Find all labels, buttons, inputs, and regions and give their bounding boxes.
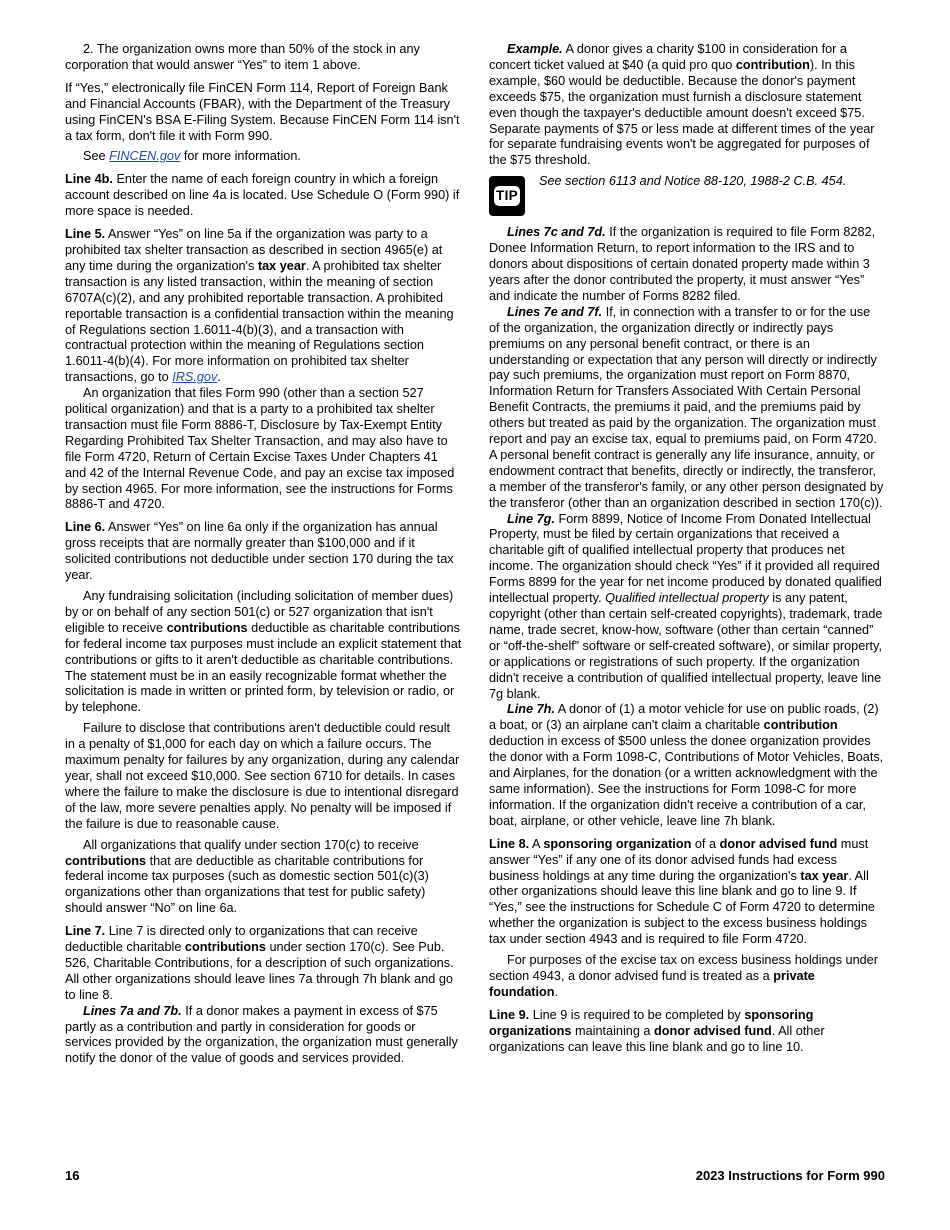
line-8-paragraph-2 <box>489 953 884 1001</box>
example-heading: Example. <box>507 42 563 56</box>
line-4b-paragraph <box>65 172 462 220</box>
line-4b-text: Enter the name of each foreign country in which a foreign account described on line 4a is located. Use Schedule O (Form 990) if more space is needed. <box>65 172 460 219</box>
line-8-paragraph <box>489 837 884 948</box>
private-foundation-term[interactable]: private foundation <box>489 968 815 999</box>
lines-7e-7f-heading: Lines 7e and 7f. <box>507 304 603 319</box>
fincen-see-tail: for more information. <box>180 149 301 164</box>
example-text-a: A donor gives a charity $100 in consideration for a concert ticket valued at $40 (a quid pro quo <box>489 42 847 72</box>
line-7h-text-c: deduction in excess of $500 unless the donee organization provides the donor with a Form 1098-C, Contributions of Motor Vehicles, Boats, and Airplanes, for the donation (or a written acknowledgment with the same information). See the instructions for Form 1098-C for more information. If the organization didn't receive a contribution of a car, boat, airplane, or other vehicle, leave line 7h blank. <box>489 734 884 828</box>
line-8-heading: Line 8. <box>489 836 530 851</box>
fincen-see-paragraph <box>65 149 462 165</box>
footer-document-title: 2023 Instructions for Form 990 <box>695 1168 885 1183</box>
line-7-paragraph <box>65 924 462 1004</box>
donor-advised-fund-term[interactable]: donor advised fund <box>719 836 838 851</box>
contribution-term[interactable]: contribution <box>763 718 838 733</box>
line-6-paragraph-3: Failure to disclose that contributions aren't deductible could result in a penalty of $1,000 for each day on which a failure occurs. The maximum penalty for failures by any organization, during any calendar year, shall not exceed $10,000. See section 6710 for details. In cases where the failure to make the disclosure is due to intentional disregard of the law, more severe penalties apply. No penalty will be imposed if the failure is due to reasonable cause. <box>65 721 460 831</box>
line-8-text-a: A <box>529 836 544 851</box>
tax-year-term[interactable]: tax year <box>257 258 306 273</box>
irs-gov-link[interactable]: IRS.gov <box>172 370 218 385</box>
page-number: 16 <box>65 1168 80 1183</box>
example-text-c: ). In this example, $60 would be deductible. Because the donor's payment exceeds $75, the organization must furnish a disclosure statement even though the taxpayer's deductible amount doesn't exceed $75. Separate payments of $75 or less made at different times of the year for separate fundraising events won't be aggregated for purposes of the $75 threshold. <box>489 57 875 168</box>
lines-7c-7d-heading: Lines 7c and 7d. <box>507 225 606 240</box>
lines-7a-7b-heading: Lines 7a and 7b. <box>83 1003 182 1018</box>
line-6-text: Answer “Yes” on line 6a only if the organization has annual gross receipts that are normally greater than $100,000 and if it solicited contributions not deductible under section 170 during the tax year. <box>65 520 454 583</box>
line-9-text-c: maintaining a <box>571 1023 655 1038</box>
line-7-text-c: under section 170(c). See Pub. 526, Charitable Contributions, for a description of such organizations. All other organizations should leave lines 7a through 7h blank and go to line 8. <box>65 940 454 1002</box>
line-6-heading: Line 6. <box>65 520 106 535</box>
left-column <box>65 42 462 1067</box>
lines-7a-7b-text: If a donor makes a payment in excess of $75 partly as a contribution and partly in consideration for goods or services provided by the organization, the organization must generally notify the donor of the value of goods and services provided. <box>65 1003 458 1066</box>
line-9-text-a: Line 9 is required to be completed by <box>529 1007 745 1022</box>
contribution-term[interactable]: contribution <box>735 57 810 72</box>
fincen-link[interactable]: FINCEN.gov <box>109 149 181 164</box>
tip-label: TIP <box>494 186 520 206</box>
line-5-text-a: Answer “Yes” on line 5a if the organization was party to a prohibited tax shelter transaction as described in section 4965(e) at any time during the organization's <box>65 227 443 273</box>
line-9-text-e: . All other organizations can leave this line blank and go to line 10. <box>489 1023 825 1054</box>
line-8-p2-text-c: . <box>554 984 559 999</box>
line-6-paragraph-2 <box>65 589 462 716</box>
example-paragraph <box>489 42 884 169</box>
line-6-p2-text-c: deductible as charitable contributions for federal income tax purposes must include an explicit statement that contributions or gifts to it aren't deductible as charitable contributions. The statement must be in an easily recognizable format whether the solicitation is made in written or printed form, by television or radio, or by telephone. <box>65 620 462 715</box>
line-8-text-g: . All other organizations should leave this line blank and go to line 9. If “Yes,” see the instructions for Schedule C of Form 4720 to determine whether the organization is subject to the excess business holdings tax under section 4943 and is required to file Form 4720. <box>489 868 875 947</box>
lines-7c-7d-paragraph <box>489 225 884 305</box>
lines-7a-7b-paragraph <box>65 1004 462 1068</box>
line-6-paragraph-4 <box>65 838 462 918</box>
line-7g-paragraph <box>489 512 884 703</box>
item-2-paragraph: 2. The organization owns more than 50% of the stock in any corporation that would answer “Yes” to item 1 above. <box>65 42 420 72</box>
line-6-p4-text-a: All organizations that qualify under section 170(c) to receive <box>83 837 419 852</box>
line-7-text-a: Line 7 is directed only to organizations that can receive deductible charitable <box>65 924 418 955</box>
sponsoring-organization-term[interactable]: sponsoring organization <box>543 836 692 851</box>
line-7g-text-a: Form 8899, Notice of Income From Donated Intellectual Property, must be filed by certain organizations that received a charitable gift of qualified intellectual property that produces net income. The organization should check “Yes” if it provided all required Forms 8899 for the year for net income produced by donated qualified intellectual property. <box>489 511 882 606</box>
line-6-p4-text-c: that are deductible as charitable contributions for federal income tax purposes (such as domestic section 501(c)(3) organizations other than organizations that test for public safety) should answer “No” on line 6a. <box>65 853 429 916</box>
line-7g-text-c: is any patent, copyright (other than certain self-created copyrights), trademark, trade name, trade secret, know-how, software (other than certain “canned” or “off-the-shelf” software or self-created software), or similar property, or applications or registrations of such property. If the organization didn't receive a contribution of qualified intellectual property, leave line 7g blank. <box>489 591 883 701</box>
line-7-heading: Line 7. <box>65 924 106 939</box>
tip-callout <box>489 176 884 216</box>
line-6-paragraph <box>65 520 462 584</box>
tip-text: See section 6113 and Notice 88-120, 1988-2 C.B. 454. <box>539 174 847 189</box>
sponsoring-organizations-term[interactable]: sponsoring organizations <box>489 1007 814 1038</box>
lines-7c-7d-text: If the organization is required to file Form 8282, Donee Information Return, to report information to the IRS and to donors about dispositions of certain donated property made within 3 years after the donor contributed the property, it must answer “Yes” and indicate the number of Forms 8282 filed. <box>489 225 876 303</box>
right-column <box>489 42 884 1055</box>
line-5-text-d: . <box>217 370 221 385</box>
tax-year-term[interactable]: tax year <box>800 868 849 883</box>
line-9-heading: Line 9. <box>489 1007 530 1022</box>
line-5-paragraph <box>65 227 462 386</box>
fincen-paragraph: If “Yes,” electronically file FinCEN Form 114, Report of Foreign Bank and Financial Accounts (FBAR), with the Department of the Treasury using FinCEN's BSA E-Filing System. Because FinCEN Form 114 isn't a tax form, don't file it with Form 990. <box>65 80 460 143</box>
line-7h-heading: Line 7h. <box>507 702 555 717</box>
donor-advised-fund-term[interactable]: donor advised fund <box>654 1023 772 1038</box>
line-8-text-e: must answer “Yes” if any one of its donor advised funds had excess business holdings at any time during the organization's <box>489 836 869 883</box>
line-7h-paragraph <box>489 702 884 829</box>
lines-7e-7f-paragraph <box>489 305 884 512</box>
contributions-term[interactable]: contributions <box>166 620 248 635</box>
line-8-p2-text-a: For purposes of the excise tax on excess business holdings under section 4943, a donor advised fund is treated as a <box>489 953 878 983</box>
contributions-term[interactable]: contributions <box>184 940 266 955</box>
line-4b-heading: Line 4b. <box>65 172 113 187</box>
line-6-p2-text-a: Any fundraising solicitation (including solicitation of member dues) by or on behalf of any section 501(c) or 527 organization that isn't eligible to receive <box>65 589 454 635</box>
contributions-term[interactable]: contributions <box>65 853 147 868</box>
fincen-see-text: See <box>83 149 110 164</box>
line-7h-text-a: A donor of (1) a motor vehicle for use on public roads, (2) a boat, or (3) an airplane can't claim a charitable <box>489 702 879 733</box>
line-9-paragraph <box>489 1008 884 1056</box>
tip-icon <box>489 176 525 216</box>
line-5-paragraph-2: An organization that files Form 990 (other than a section 527 political organization) and that is a party to a prohibited tax shelter transaction must file Form 8886-T, Disclosure by Tax-Exempt Entity Regarding Prohibited Tax Shelter Transaction, and may also have to file Form 4720, Return of Certain Excise Taxes Under Chapters 41 and 42 of the Internal Revenue Code, and pay an excise tax imposed by section 4965. For more information, see the instructions for Forms 8886-T and 4720. <box>65 386 455 512</box>
qualified-ip-term: Qualified intellectual property <box>605 591 769 606</box>
line-7g-heading: Line 7g. <box>507 511 555 526</box>
lines-7e-7f-text: If, in connection with a transfer to or for the use of the organization, the organization directly or indirectly pays premiums on any personal benefit contract, or there is an understanding or expectation that any person will directly or indirectly pay such premiums, the organization must report on Form 8870, Information Return for Transfers Associated With Certain Personal Benefit Contracts, the premiums it paid, and the premiums paid by others but treated as paid by the organization. The organization must report and pay an excise tax, equal to premiums paid, on Form 4720. A personal benefit contract is generally any life insurance, annuity, or endowment contract that benefits, directly or indirectly, the transferor, a member of the transferor's family, or any other person designated by the transferor (other than an organization described in section 170(c)). <box>489 304 884 510</box>
line-8-text-c: of a <box>691 836 720 851</box>
line-5-text-c: . A prohibited tax shelter transaction is any listed transaction, within the meaning of section 6707A(c)(2), and any prohibited reportable transaction. A prohibited reportable transaction is a confidential transaction within the meaning of Regulations section 1.6011-4(b)(3), and a transaction with contractual protection within the meaning of Regulations section 1.6011-4(b)(4). For more information on prohibited tax shelter transactions, go to <box>65 258 454 385</box>
line-5-heading: Line 5. <box>65 227 106 242</box>
